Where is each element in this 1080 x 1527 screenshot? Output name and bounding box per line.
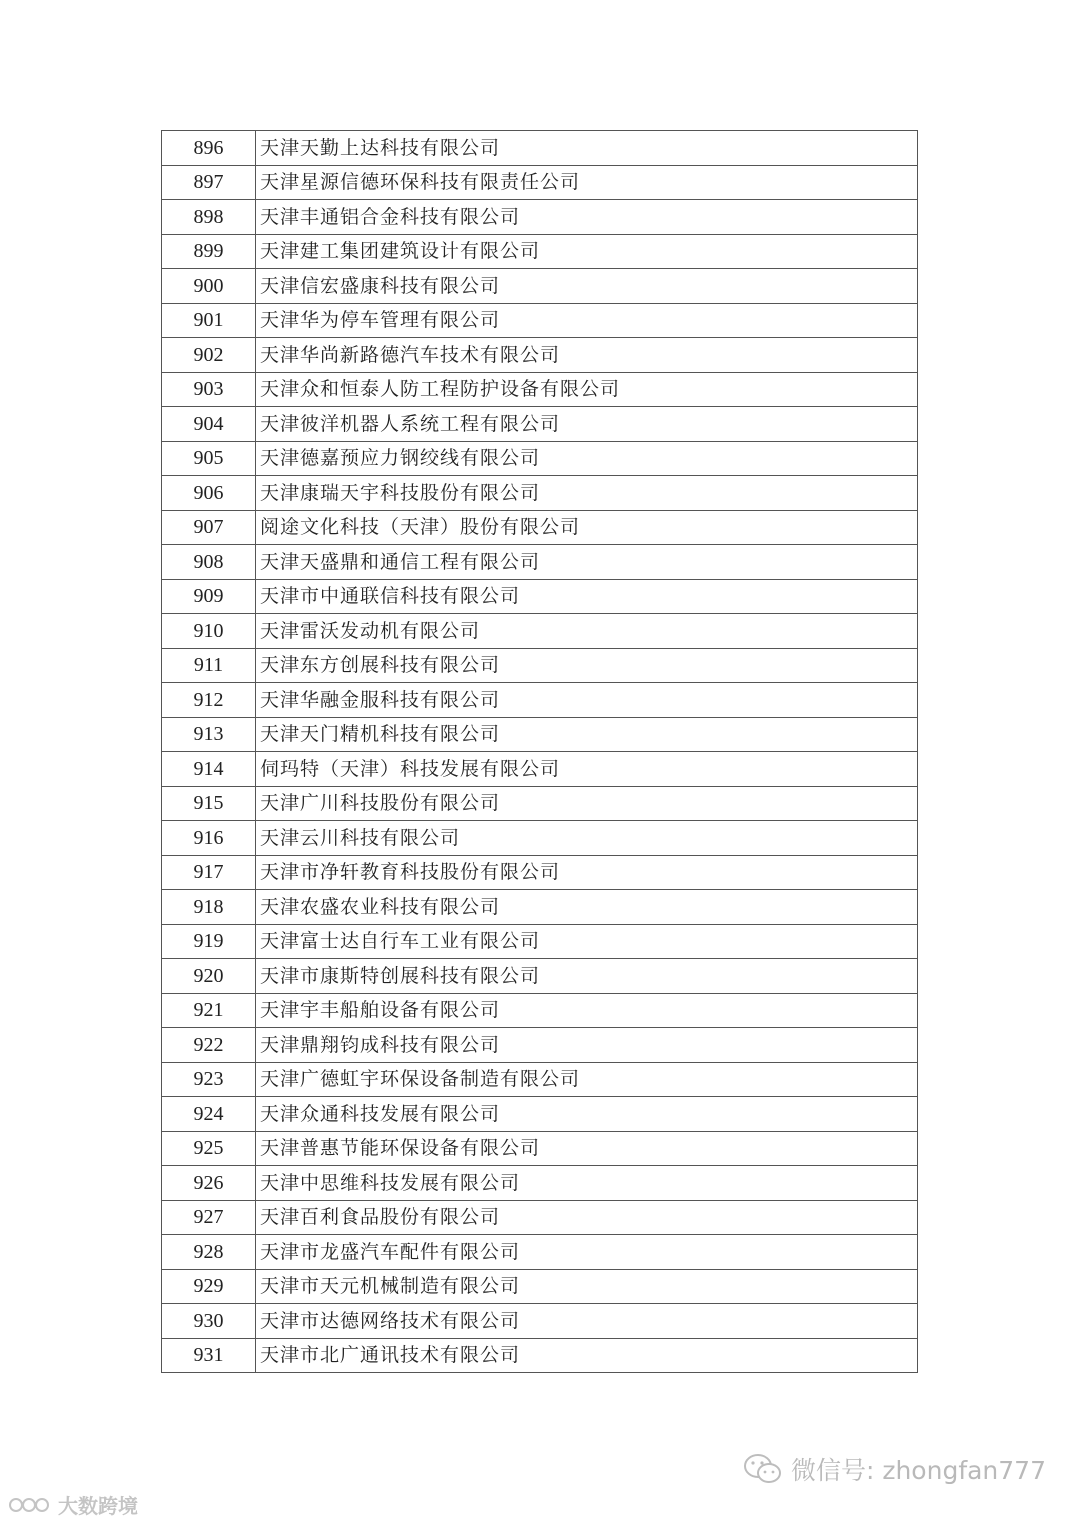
company-name: 天津富士达自行车工业有限公司 (256, 924, 918, 959)
row-number: 905 (162, 441, 256, 476)
row-number: 924 (162, 1097, 256, 1132)
row-number: 929 (162, 1269, 256, 1304)
row-number: 901 (162, 303, 256, 338)
company-name: 天津华尚新路德汽车技术有限公司 (256, 338, 918, 373)
row-number: 930 (162, 1304, 256, 1339)
company-name: 阅途文化科技（天津）股份有限公司 (256, 510, 918, 545)
row-number: 903 (162, 372, 256, 407)
table-row (162, 1166, 918, 1201)
table-row (162, 1097, 918, 1132)
row-number: 923 (162, 1062, 256, 1097)
table-row (162, 131, 918, 166)
table-row (162, 1304, 918, 1339)
company-name: 天津康瑞天宇科技股份有限公司 (256, 476, 918, 511)
table-row (162, 579, 918, 614)
row-number: 915 (162, 786, 256, 821)
row-number: 896 (162, 131, 256, 166)
company-name: 天津百利食品股份有限公司 (256, 1200, 918, 1235)
table-row (162, 269, 918, 304)
row-number: 912 (162, 683, 256, 718)
table-row (162, 1200, 918, 1235)
row-number: 906 (162, 476, 256, 511)
table-row (162, 165, 918, 200)
company-name: 天津普惠节能环保设备有限公司 (256, 1131, 918, 1166)
row-number: 898 (162, 200, 256, 235)
brand-logo-icon (8, 1495, 54, 1515)
row-number: 897 (162, 165, 256, 200)
table-row (162, 1028, 918, 1063)
company-name: 天津丰通铝合金科技有限公司 (256, 200, 918, 235)
company-name: 天津市康斯特创展科技有限公司 (256, 959, 918, 994)
wechat-watermark (743, 1451, 1046, 1487)
table-row (162, 959, 918, 994)
company-name: 天津德嘉预应力钢绞线有限公司 (256, 441, 918, 476)
row-number: 931 (162, 1338, 256, 1373)
company-name: 天津宇丰船舶设备有限公司 (256, 993, 918, 1028)
table-row (162, 821, 918, 856)
company-name: 天津雷沃发动机有限公司 (256, 614, 918, 649)
company-name: 天津广川科技股份有限公司 (256, 786, 918, 821)
table-row (162, 545, 918, 580)
company-list-table-wrapper (161, 130, 918, 1373)
row-number: 927 (162, 1200, 256, 1235)
table-row (162, 648, 918, 683)
table-row (162, 200, 918, 235)
company-name: 天津市净轩教育科技股份有限公司 (256, 855, 918, 890)
row-number: 918 (162, 890, 256, 925)
company-name: 天津天勤上达科技有限公司 (256, 131, 918, 166)
table-row (162, 1269, 918, 1304)
brand-watermark (8, 1490, 138, 1519)
company-name: 天津云川科技有限公司 (256, 821, 918, 856)
table-row (162, 993, 918, 1028)
wechat-id-text: 微信号: zhongfan777 (790, 1456, 1046, 1485)
company-name: 天津天门精机科技有限公司 (256, 717, 918, 752)
company-name: 天津市达德网络技术有限公司 (256, 1304, 918, 1339)
row-number: 917 (162, 855, 256, 890)
row-number: 899 (162, 234, 256, 269)
company-name: 天津广德虹宇环保设备制造有限公司 (256, 1062, 918, 1097)
company-name: 天津星源信德环保科技有限责任公司 (256, 165, 918, 200)
row-number: 919 (162, 924, 256, 959)
table-row (162, 1131, 918, 1166)
row-number: 926 (162, 1166, 256, 1201)
table-row (162, 303, 918, 338)
company-name: 天津中思维科技发展有限公司 (256, 1166, 918, 1201)
row-number: 900 (162, 269, 256, 304)
company-name: 天津众通科技发展有限公司 (256, 1097, 918, 1132)
company-name: 天津鼎翔钧成科技有限公司 (256, 1028, 918, 1063)
table-row (162, 1062, 918, 1097)
table-row (162, 752, 918, 787)
company-name: 天津信宏盛康科技有限公司 (256, 269, 918, 304)
company-name: 天津彼洋机器人系统工程有限公司 (256, 407, 918, 442)
table-row (162, 407, 918, 442)
row-number: 902 (162, 338, 256, 373)
row-number: 909 (162, 579, 256, 614)
table-row (162, 614, 918, 649)
row-number: 907 (162, 510, 256, 545)
table-row (162, 510, 918, 545)
company-name: 天津市龙盛汽车配件有限公司 (256, 1235, 918, 1270)
company-name: 天津市北广通讯技术有限公司 (256, 1338, 918, 1373)
company-list-body (162, 131, 918, 1373)
table-row (162, 234, 918, 269)
company-name: 天津华为停车管理有限公司 (256, 303, 918, 338)
company-list-table (161, 130, 918, 1373)
table-row (162, 1338, 918, 1373)
row-number: 921 (162, 993, 256, 1028)
table-row (162, 717, 918, 752)
table-row (162, 441, 918, 476)
row-number: 913 (162, 717, 256, 752)
company-name: 天津东方创展科技有限公司 (256, 648, 918, 683)
table-row (162, 786, 918, 821)
company-name: 天津市中通联信科技有限公司 (256, 579, 918, 614)
row-number: 920 (162, 959, 256, 994)
row-number: 908 (162, 545, 256, 580)
wechat-icon (743, 1452, 783, 1486)
table-row (162, 924, 918, 959)
row-number: 911 (162, 648, 256, 683)
table-row (162, 338, 918, 373)
company-name: 天津天盛鼎和通信工程有限公司 (256, 545, 918, 580)
table-row (162, 1235, 918, 1270)
row-number: 916 (162, 821, 256, 856)
table-row (162, 855, 918, 890)
row-number: 925 (162, 1131, 256, 1166)
row-number: 928 (162, 1235, 256, 1270)
table-row (162, 372, 918, 407)
table-row (162, 890, 918, 925)
company-name: 天津华融金服科技有限公司 (256, 683, 918, 718)
table-row (162, 683, 918, 718)
company-name: 伺玛特（天津）科技发展有限公司 (256, 752, 918, 787)
table-row (162, 476, 918, 511)
brand-text: 大数跨境 (58, 1494, 138, 1518)
company-name: 天津众和恒泰人防工程防护设备有限公司 (256, 372, 918, 407)
company-name: 天津农盛农业科技有限公司 (256, 890, 918, 925)
company-name: 天津建工集团建筑设计有限公司 (256, 234, 918, 269)
row-number: 910 (162, 614, 256, 649)
row-number: 904 (162, 407, 256, 442)
row-number: 914 (162, 752, 256, 787)
company-name: 天津市天元机械制造有限公司 (256, 1269, 918, 1304)
row-number: 922 (162, 1028, 256, 1063)
